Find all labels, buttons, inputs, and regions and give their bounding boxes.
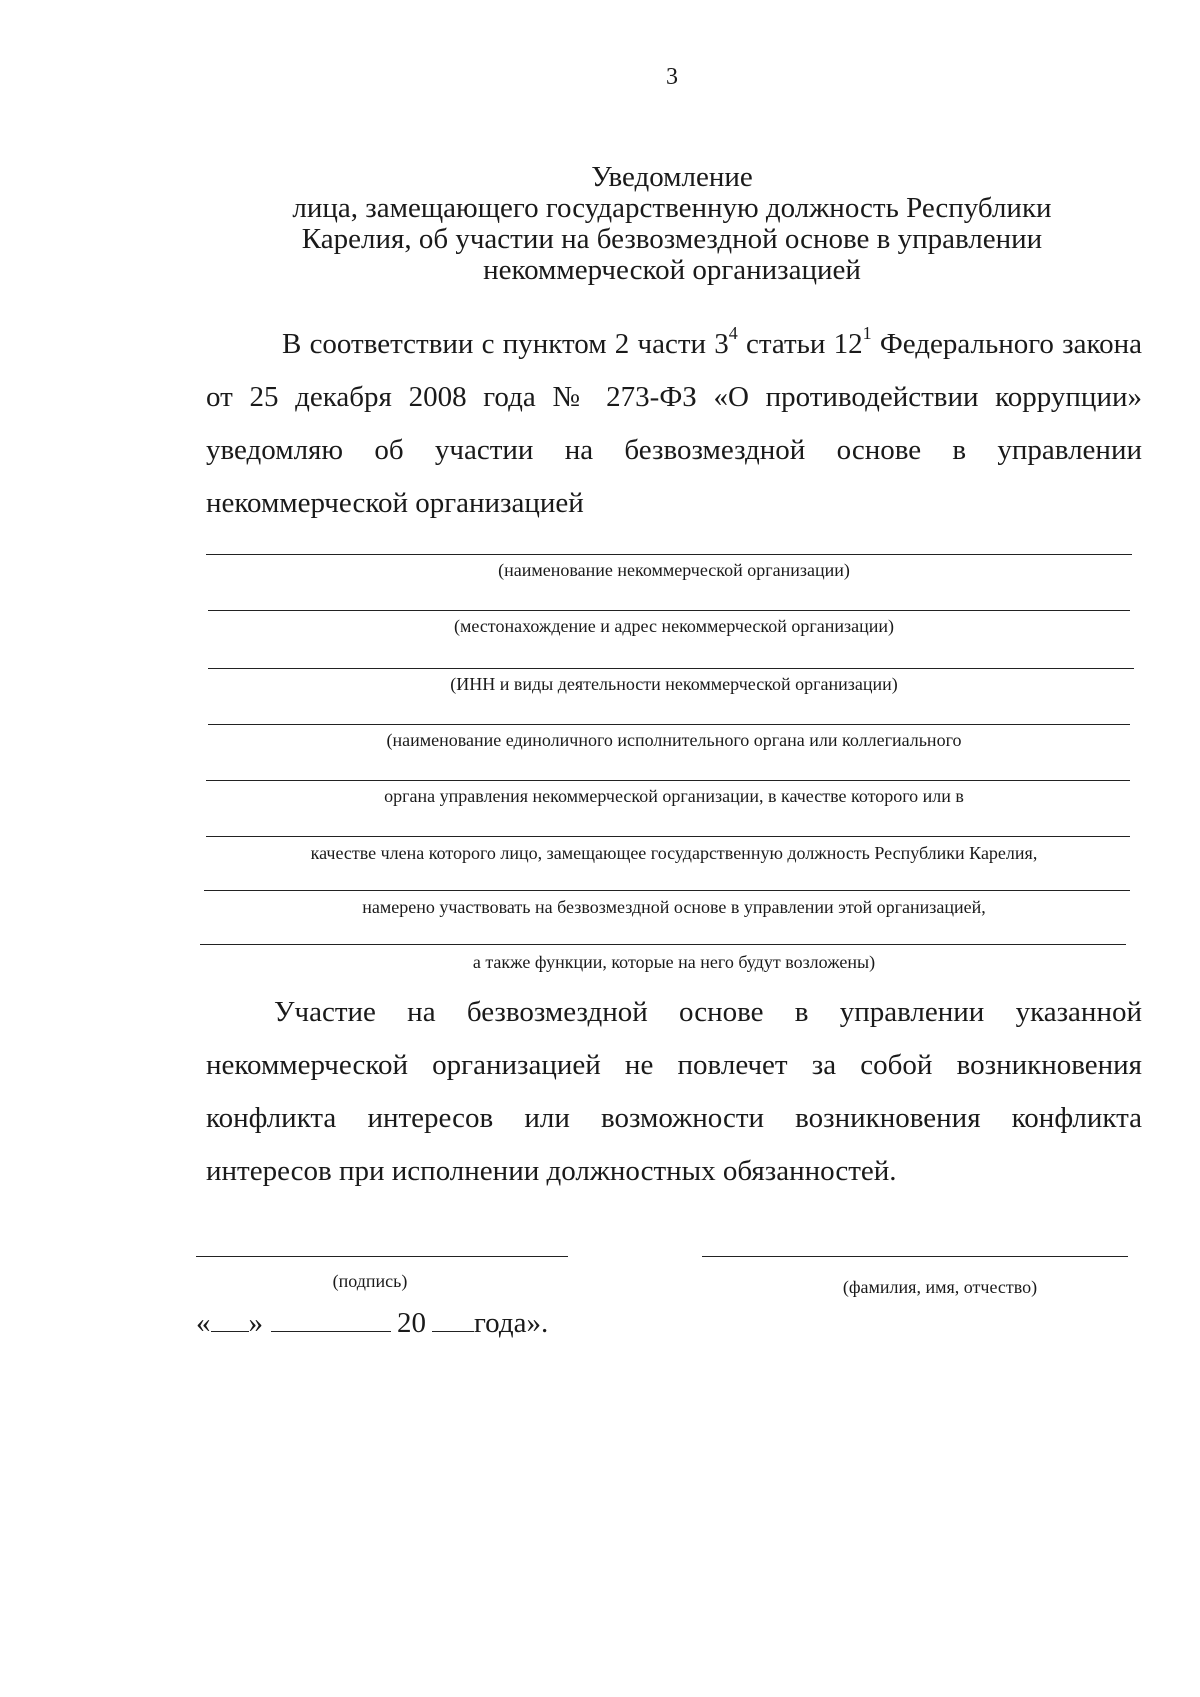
fill-line-organization-address[interactable] bbox=[208, 610, 1130, 611]
date-century: 20 bbox=[397, 1307, 426, 1339]
statement-paragraph: Участие на безвозмездной основе в управлении указанной некоммерческой организацией не повлечет за собой возникновения конфликта интересов или возможности возникновения конфликта интересов при исполнении должностных обязанностей. bbox=[206, 996, 1142, 1187]
title-line-2: лица, замещающего государственную должность Республики bbox=[292, 192, 1052, 224]
date-row bbox=[196, 1306, 548, 1340]
date-month-field[interactable] bbox=[271, 1307, 391, 1332]
caption-governing-body-3: качестве члена которого лицо, замещающее государственную должность Республики Карелия, bbox=[310, 843, 1038, 863]
intro-text-1: В соответствии с пунктом 2 части 3 bbox=[282, 328, 729, 360]
title-line-3: Карелия, об участии на безвозмездной основе в управлении bbox=[301, 223, 1043, 255]
full-name-line[interactable] bbox=[702, 1256, 1128, 1257]
date-year-field[interactable] bbox=[432, 1307, 474, 1332]
caption-organization-name: (наименование некоммерческой организации) bbox=[498, 560, 850, 580]
superscript-part: 4 bbox=[728, 323, 738, 344]
fill-line-functions[interactable] bbox=[200, 944, 1126, 945]
caption-organization-inn: (ИНН и виды деятельности некоммерческой организации) bbox=[450, 674, 898, 694]
intro-paragraph bbox=[206, 318, 1142, 530]
fill-line-governing-body-2[interactable] bbox=[206, 780, 1130, 781]
caption-governing-body-2: органа управления некоммерческой организации, в качестве которого или в bbox=[384, 786, 964, 806]
title-line-1: Уведомление bbox=[591, 161, 753, 193]
fill-line-organization-inn[interactable] bbox=[208, 668, 1134, 669]
page-number: 3 bbox=[666, 64, 678, 90]
intro-text-3: Федерального закона от 25 декабря 2008 года № 273-ФЗ «О противодействии коррупции» уведомляю об участии на безвозмездной основе в управлении некоммерческой организацией bbox=[206, 328, 1142, 519]
title-line-4: некоммерческой организацией bbox=[483, 254, 861, 286]
fill-line-organization-name[interactable] bbox=[206, 554, 1132, 555]
date-close-quote: » bbox=[248, 1307, 263, 1339]
date-day-field[interactable] bbox=[211, 1307, 249, 1332]
caption-governing-body-1: (наименование единоличного исполнительного органа или коллегиального bbox=[386, 730, 962, 750]
date-suffix: года». bbox=[474, 1307, 549, 1339]
caption-governing-body-4: намерено участвовать на безвозмездной основе в управлении этой организацией, bbox=[362, 897, 986, 917]
document-title bbox=[260, 162, 1084, 286]
intro-text-2: статьи 12 bbox=[737, 328, 863, 360]
fill-line-governing-body-4[interactable] bbox=[204, 890, 1130, 891]
caption-functions: а также функции, которые на него будут возложены) bbox=[472, 952, 876, 972]
fill-line-governing-body-1[interactable] bbox=[208, 724, 1130, 725]
caption-organization-address: (местонахождение и адрес некоммерческой организации) bbox=[454, 616, 894, 636]
superscript-article: 1 bbox=[862, 323, 872, 344]
date-open-quote: « bbox=[196, 1307, 211, 1339]
full-name-caption: (фамилия, имя, отчество) bbox=[842, 1277, 1038, 1297]
signature-caption: (подпись) bbox=[332, 1271, 408, 1291]
fill-line-governing-body-3[interactable] bbox=[206, 836, 1130, 837]
signature-line[interactable] bbox=[196, 1256, 568, 1257]
